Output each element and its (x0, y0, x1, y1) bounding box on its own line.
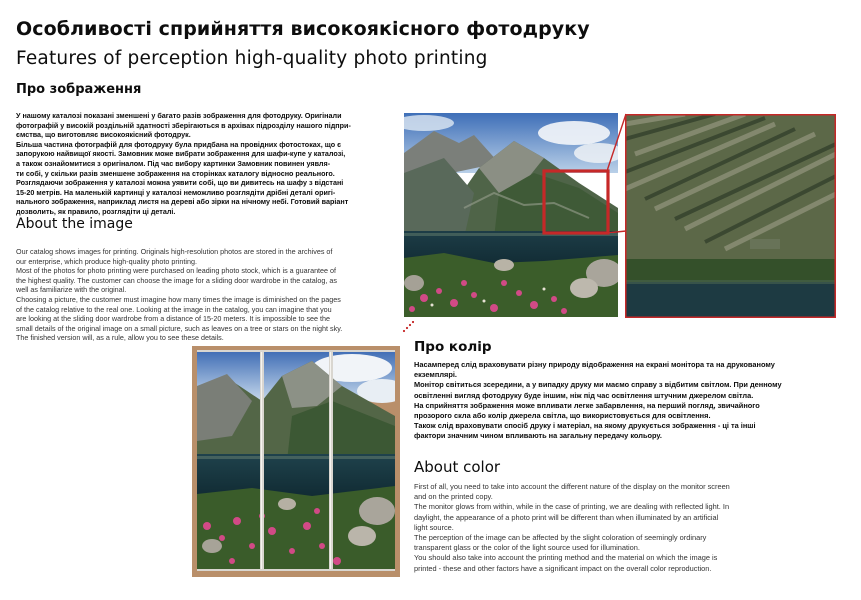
text-line: printed - these and other factors have a significant impact on the overall color reproduction. (414, 563, 712, 573)
about-color-text-uk (414, 360, 834, 442)
text-line: На сприйняття зображення може впливати легке забарвлення, на перший погляд, звичайного (414, 400, 760, 410)
text-line: are looking at the sliding door wardrobe from a distance of 15-20 meters. It is impossible to see the (16, 314, 331, 324)
pointer-dots (402, 321, 414, 333)
text-line: You should also take into account the printing method and the material on which the image is (414, 553, 718, 563)
text-line: нального зображення, наприклад листя на дереві або зірки на нічному небі. Готовий варіант (16, 197, 349, 207)
text-line: light source. (414, 522, 454, 532)
text-line: of the catalog relative to the real one. Looking at the image in the catalog, you can imagine that you (16, 304, 332, 314)
text-line: прозорого скла або колір джерела світла, що використовується для освітлення. (414, 411, 711, 421)
text-line: The perception of the image can be affected by the slight coloration of seemingly ordinary (414, 533, 707, 543)
text-line: запорукою найвищої якості. Замовник може вибрати зображення для шафи-купе у каталозі, (16, 149, 346, 159)
text-line: освітленні вигляд фотодруку буде іншим, ніж під час освітлення штучним джерелом світла. (414, 390, 754, 400)
text-line: The monitor glows from within, while in the case of printing, we are dealing with reflected light. In (414, 502, 730, 512)
text-line: фотографій у високій роздільній здатності зберігаються в архівах підрозділу нашого підпри- (16, 120, 351, 130)
about-image-heading-uk: Про зображення (16, 82, 142, 97)
page-title-uk: Особливості сприйняття високоякісного фотодруку (16, 18, 590, 40)
text-line: 15-20 метрів. На маленькій картинці у каталозі неможливо розглядіти дрібні деталі оригі- (16, 187, 336, 197)
text-line: Більша частина фотографій для фотодруку була придбана на провідних фотостоках, що є (16, 139, 342, 149)
text-line: Most of the photos for photo printing were purchased on leading photo stock, which is a guarantee of (16, 266, 337, 276)
zoom-connector (607, 113, 627, 233)
about-image-text-uk (16, 111, 406, 217)
text-line: дозволить, як правило, розглядіти ці деталі. (16, 206, 176, 216)
text-line: small details of the original image on a small picture, such as leaves on a tree or stars on the night sky. (16, 323, 343, 333)
text-line: and on the printed copy. (414, 492, 493, 502)
text-line: Choosing a picture, the customer must imagine how many times the image is diminished on the pages (16, 294, 341, 304)
text-line: First of all, you need to take into account the different nature of the display on the monitor screen (414, 482, 730, 491)
wardrobe-image (192, 346, 400, 577)
about-color-heading-en: About color (414, 458, 501, 476)
text-line: фактори значним чином впливають на загальну передачу кольору. (414, 431, 662, 441)
text-line: а також ознайомитися з оригіналом. Під час вибору картинки Замовник повинен уявля- (16, 158, 331, 168)
about-color-heading-uk: Про колір (414, 339, 492, 355)
text-line: У нашому каталозі показані зменшені у багато разів зображення для фотодруку. Оригінали (16, 111, 342, 120)
text-line: transparent glass or the color of the light source used for illumination. (414, 543, 640, 553)
text-line: The finished version will, as a rule, allow you to see these details. (16, 333, 224, 343)
about-color-text-en (414, 482, 834, 574)
landscape-photo (404, 113, 618, 317)
text-line: our enterprise, which produce high-quality photo printing. (16, 256, 197, 266)
text-line: well as familiarize with the original. (16, 285, 127, 295)
text-line: Також слід враховувати спосіб друку і матеріал, на якому друкується зображення - ці та інші (414, 421, 756, 431)
text-line: екземплярі. (414, 370, 457, 380)
about-image-heading-en: About the image (16, 216, 133, 232)
text-line: ти собі, у скільки разів зменшене зображення на сторінках каталогу відносно реального. (16, 168, 335, 178)
page-title-en: Features of perception high-quality photo printing (16, 48, 488, 69)
text-line: Розглядаючи зображення у каталозі можна уявити собі, що ви дивитесь на шафу з відстані (16, 178, 344, 188)
text-line: the highest quality. The customer can choose the image for a sliding door wardrobe in the catalog, as (16, 275, 337, 285)
text-line: ємства, що виготовляє високоякісний фотодрук. (16, 130, 191, 140)
about-image-text-en (16, 247, 408, 343)
text-line: daylight, the appearance of a photo print will be different than when illuminated by an artificial (414, 512, 719, 522)
zoomed-detail (625, 114, 836, 318)
text-line: Насамперед слід враховувати різну природу відображення на екрані монітора та на друкованому (414, 360, 775, 369)
text-line: Монітор світиться зсередини, а у випадку друку ми маємо справу з відбитим світлом. При денному (414, 380, 782, 390)
text-line: Our catalog shows images for printing. Originals high-resolution photos are stored in the archives of (16, 247, 333, 256)
